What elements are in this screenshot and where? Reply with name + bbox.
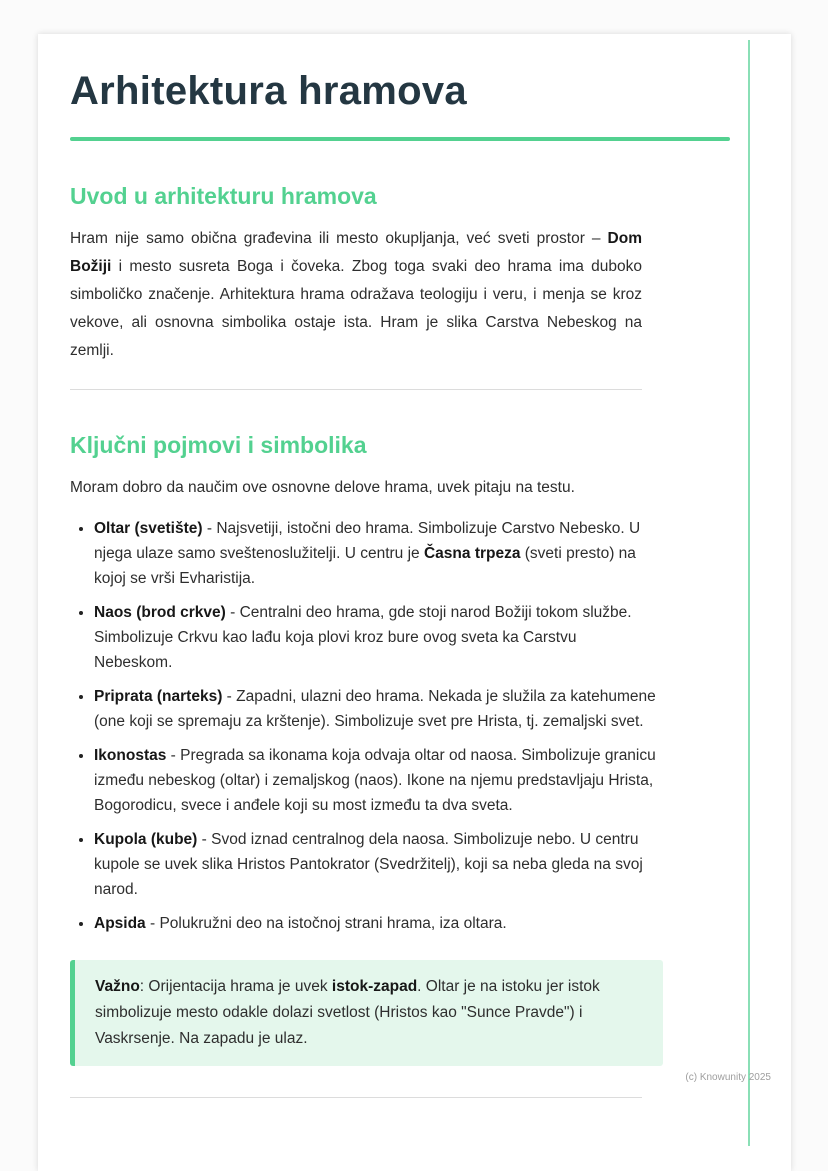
footer-credit: (c) Knowunity 2025 (685, 1072, 771, 1083)
lead-paragraph: Moram dobro da naučim ove osnovne delove hrama, uvek pitaju na testu. (70, 479, 575, 496)
bottom-divider (70, 1097, 642, 1098)
list-item-kupola: • Kupola (kube) - Svod iznad centralnog dela naosa. Simbolizuje nebo. U centru kupole se uvek slika Hristos Pantokrator (Svedržitelj), koji sa neba gleda na svoj narod. (94, 827, 656, 902)
important-callout (70, 960, 663, 1066)
section-heading-intro: Uvod u arhitekturu hramova (70, 183, 377, 209)
title-underline (70, 137, 730, 141)
section-divider (70, 389, 642, 390)
section-heading-key-concepts: Ključni pojmovi i simbolika (70, 432, 367, 458)
concept-list (70, 516, 656, 936)
list-item-oltar: • Oltar (svetište) - Najsvetiji, istočni deo hrama. Simbolizuje Carstvo Nebesko. U njega ulaze samo sveštenoslužitelji. U centru je Časna trpeza (sveti presto) na kojoj se vrši Evharistija. (94, 516, 656, 591)
document-sheet (38, 34, 791, 1171)
list-item-priprata: • Priprata (narteks) - Zapadni, ulazni deo hrama. Nekada je služila za katehumene (one koji se spremaju za krštenje). Simbolizuje svet pre Hrista, tj. zemaljski svet. (94, 684, 656, 734)
intro-paragraph: Hram nije samo obična građevina ili mesto okupljanja, već sveti prostor – Dom Božiji i mesto susreta Boga i čoveka. Zbog toga svaki deo hrama ima duboko simboličko značenje. Arhitektura hrama odražava teologiju i veru, i menja se kroz vekove, ali osnovna simbolika ostaje ista. Hram je slika Carstva Nebeskog na zemlji. (70, 230, 642, 359)
page-title: Arhitektura hramova (70, 69, 467, 113)
list-item-apsida: • Apsida - Polukružni deo na istočnoj strani hrama, iza oltara. (94, 911, 656, 936)
list-item-naos: • Naos (brod crkve) - Centralni deo hrama, gde stoji narod Božiji tokom službe. Simbolizuje Crkvu kao lađu koja plovi kroz bure ovog sveta ka Carstvu Nebeskom. (94, 600, 656, 675)
callout-text: Važno: Orijentacija hrama je uvek istok-zapad. Oltar je na istoku jer istok simbolizuje mesto odakle dolazi svetlost (Hristos kao "Sunce Pravde") i Vaskrsenje. Na zapadu je ulaz. (95, 978, 600, 1047)
document-content (38, 34, 791, 1098)
list-item-ikonostas: • Ikonostas - Pregrada sa ikonama koja odvaja oltar od naosa. Simbolizuje granicu između nebeskog (oltar) i zemaljskog (naos). Ikone na njemu predstavljaju Hrista, Bogorodicu, svece i anđele koji su most između ta dva sveta. (94, 743, 656, 818)
